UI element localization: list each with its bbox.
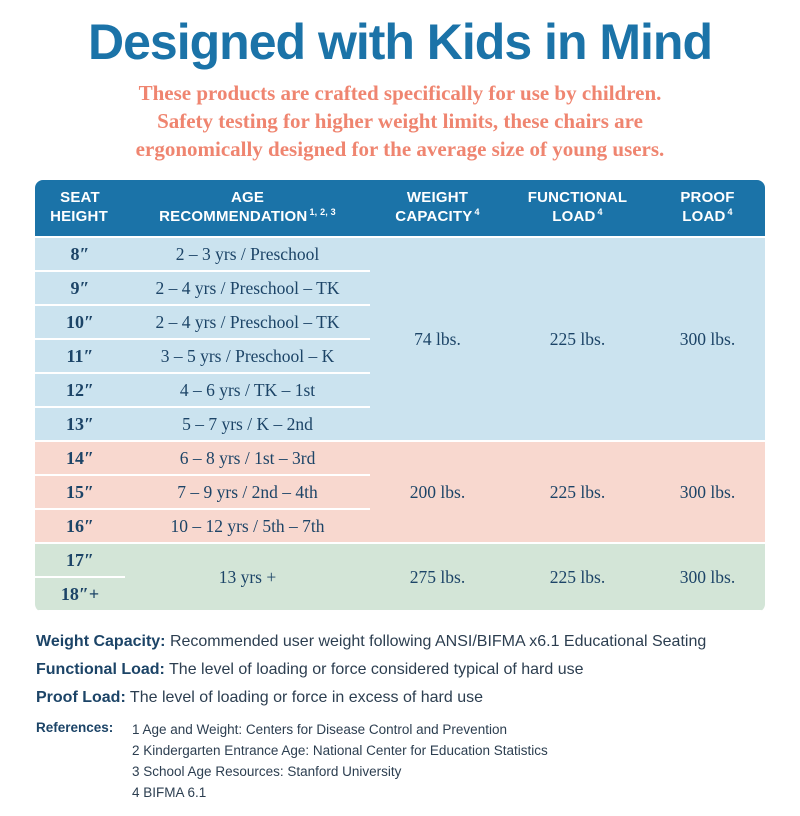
header-label-line <box>129 207 366 227</box>
col-header-age-recommendation <box>125 180 370 238</box>
header-label-line: FUNCTIONAL <box>527 188 628 206</box>
table-row <box>35 543 765 577</box>
seat-height-cell: 12″ <box>35 373 125 407</box>
weight-capacity-cell: 275 lbs. <box>370 543 505 611</box>
table-header-row <box>35 180 765 238</box>
note-weight-capacity <box>36 630 764 654</box>
age-cell: 2 – 4 yrs / Preschool – TK <box>125 305 370 339</box>
header-label-line: AGE <box>230 188 265 206</box>
col-header-seat-height <box>35 180 125 238</box>
spec-table-wrap <box>35 180 765 613</box>
reference-item: 4 BIFMA 6.1 <box>132 784 207 800</box>
seat-height-cell: 10″ <box>35 305 125 339</box>
table-row <box>35 237 765 271</box>
note-text: The level of loading or force in excess of hard use <box>129 689 484 707</box>
band-teen-group <box>35 543 765 611</box>
header-label-line: SEAT <box>60 188 100 206</box>
proof-load-cell: 300 lbs. <box>650 441 765 543</box>
table-row <box>35 441 765 475</box>
functional-load-cell: 225 lbs. <box>505 543 650 611</box>
header-label: LOAD <box>682 208 726 226</box>
seat-height-cell: 14″ <box>35 441 125 475</box>
header-superscript: 1, 2, 3 <box>309 207 336 218</box>
seat-height-cell: 13″ <box>35 407 125 441</box>
references-items <box>132 720 548 804</box>
functional-load-cell: 225 lbs. <box>505 441 650 543</box>
note-functional-load <box>36 658 764 682</box>
age-cell: 3 – 5 yrs / Preschool – K <box>125 339 370 373</box>
subtitle-line-1: These products are crafted specifically for use by children. <box>138 80 662 105</box>
subtitle-line-3: ergonomically designed for the average size of young users. <box>135 137 665 162</box>
notes-section <box>36 630 764 710</box>
age-cell: 2 – 4 yrs / Preschool – TK <box>125 271 370 305</box>
note-label: Proof Load: <box>36 689 126 707</box>
weight-capacity-cell: 74 lbs. <box>370 237 505 441</box>
page-title: Designed with Kids in Mind <box>88 14 712 70</box>
seat-height-cell: 8″ <box>35 237 125 271</box>
age-cell: 2 – 3 yrs / Preschool <box>125 237 370 271</box>
weight-capacity-cell: 200 lbs. <box>370 441 505 543</box>
header-label-line <box>654 207 761 227</box>
references-section <box>36 720 764 804</box>
references-label: References: <box>36 720 114 736</box>
age-cell: 13 yrs + <box>125 543 370 611</box>
header-superscript: 4 <box>474 207 480 218</box>
note-text: Recommended user weight following ANSI/BIFMA x6.1 Educational Seating <box>169 633 707 651</box>
subtitle <box>0 79 800 164</box>
col-header-weight-capacity <box>370 180 505 238</box>
col-header-functional-load <box>505 180 650 238</box>
header-superscript: 4 <box>597 207 603 218</box>
infographic-page <box>0 16 800 816</box>
header-label-line: PROOF <box>680 188 735 206</box>
col-header-proof-load <box>650 180 765 238</box>
header-label-line: WEIGHT <box>406 188 469 206</box>
seat-height-cell: 11″ <box>35 339 125 373</box>
seat-height-cell: 16″ <box>35 509 125 543</box>
header-label-line <box>374 207 501 227</box>
note-proof-load <box>36 686 764 710</box>
header-label: LOAD <box>552 208 596 226</box>
age-cell: 6 – 8 yrs / 1st – 3rd <box>125 441 370 475</box>
band-preschool-group <box>35 237 765 441</box>
header-superscript: 4 <box>727 207 733 218</box>
header-label: RECOMMENDATION <box>159 208 308 226</box>
band-elementary-group <box>35 441 765 543</box>
age-cell: 7 – 9 yrs / 2nd – 4th <box>125 475 370 509</box>
note-label: Functional Load: <box>36 661 165 679</box>
note-text: The level of loading or force considered typical of hard use <box>169 661 584 679</box>
reference-item: 2 Kindergarten Entrance Age: National Center for Education Statistics <box>132 742 548 758</box>
header-label-line <box>509 207 646 227</box>
header-label: HEIGHT <box>50 208 108 226</box>
reference-item: 1 Age and Weight: Centers for Disease Control and Prevention <box>132 722 507 738</box>
seat-height-cell: 15″ <box>35 475 125 509</box>
seat-height-cell: 9″ <box>35 271 125 305</box>
header-label: CAPACITY <box>395 208 473 226</box>
proof-load-cell: 300 lbs. <box>650 237 765 441</box>
seat-height-cell: 18″+ <box>35 577 125 611</box>
functional-load-cell: 225 lbs. <box>505 237 650 441</box>
subtitle-line-2: Safety testing for higher weight limits, these chairs are <box>157 108 643 133</box>
age-cell: 5 – 7 yrs / K – 2nd <box>125 407 370 441</box>
reference-item: 3 School Age Resources: Stanford University <box>132 763 402 779</box>
age-cell: 4 – 6 yrs / TK – 1st <box>125 373 370 407</box>
age-cell: 10 – 12 yrs / 5th – 7th <box>125 509 370 543</box>
note-label: Weight Capacity: <box>36 633 166 651</box>
proof-load-cell: 300 lbs. <box>650 543 765 611</box>
seat-height-cell: 17″ <box>35 543 125 577</box>
spec-table <box>35 180 765 613</box>
header-label-line <box>39 207 121 227</box>
